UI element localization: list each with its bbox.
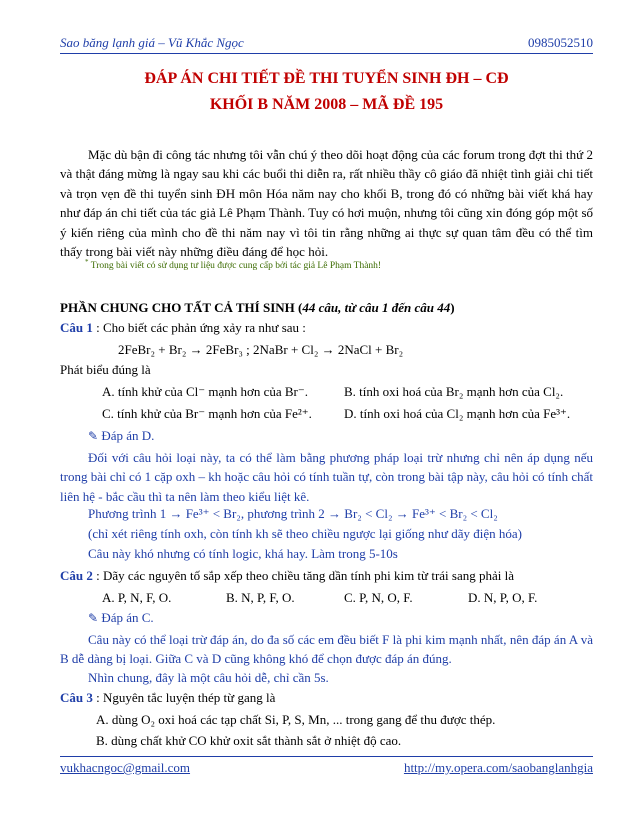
explanation-1-time: Câu này khó nhưng có tính logic, khá hay. Làm trong 5-10s (88, 546, 398, 561)
explanation-1: Đối với câu hỏi loại này, ta có thể làm bằng phương pháp loại trừ nhưng chỉ nên áp dụng nếu trong bài chỉ có 1 cặp oxh – kh hoặc câu hỏi có tính tuần tự, còn trong bài tập này, câu hỏi có tính chất liên hệ - bắc cầu thì ta nên làm theo kiểu liệt kê. (60, 450, 593, 504)
footnote-text: Trong bài viết có sử dụng tư liệu được cung cấp bởi tác giả Lê Phạm Thành! (90, 261, 382, 271)
question-1-label: Câu 1 (60, 320, 93, 335)
option-1c: C. tính khử của Br⁻ mạnh hơn của Fe²⁺. (102, 406, 312, 421)
question-1 (60, 320, 306, 336)
option-1d: D. tính oxi hoá của Cl₂ mạnh hơn của Fe³⁺. (344, 406, 571, 421)
option-3b: B. dùng chất khử CO khử oxit sắt thành sắt ở nhiệt độ cao. (96, 733, 402, 748)
question-2-text: : Dãy các nguyên tố sắp xếp theo chiều tăng dần tính phi kim từ trái sang phải là (96, 568, 515, 583)
option-3a: A. dùng O₂ oxi hoá các tạp chất Si, P, S, Mn, ... trong gang để thu được thép. (96, 712, 496, 727)
question-1-text: : Cho biết các phản ứng xảy ra như sau : (96, 320, 306, 335)
explanation-2-note: Nhìn chung, đây là một câu hỏi dễ, chỉ cần 5s. (88, 670, 329, 685)
section-heading: PHẦN CHUNG CHO TẤT CẢ THÍ SINH (44 câu, từ câu 1 đến câu 44) (60, 300, 455, 315)
footnote-mark: * (85, 258, 89, 266)
question-3-text: : Nguyên tắc luyện thép từ gang là (96, 690, 276, 705)
question-2 (60, 568, 514, 584)
pencil-icon: ✎ (88, 429, 99, 443)
title-line-1: ĐÁP ÁN CHI TIẾT ĐỀ THI TUYỂN SINH ĐH – CĐ (144, 70, 509, 87)
question-1-prompt: Phát biểu đúng là (60, 362, 151, 377)
question-2-label: Câu 2 (60, 568, 93, 583)
pencil-icon: ✎ (88, 611, 99, 625)
footer-url-link[interactable]: http://my.opera.com/saobanglanhgia (403, 760, 593, 775)
intro-paragraph: Mặc dù bận đi công tác nhưng tôi vẫn chú ý theo dõi hoạt động của các forum trong đợt thi thứ 2 và thật đáng mừng là ngay sau khi các buổi thi diễn ra, rất nhiều thầy cô giáo đã nhiệt tình giải chi tiết và trọn vẹn đề thi tuyển sinh ĐH môn Hóa năm nay cho khối B, trong đó có những bài viết khá hay như đáp án chi tiết của tác giả Lê Phạm Thành. Tuy có hơi muộn, nhưng tôi cũng xin đóng góp một số ý kiến riêng của mình cho đề thi năm nay vì tôi tin rằng những ai thực sự quan tâm đều có thể tìm thấy trong bài viết này những điều đáng để học hỏi. (60, 147, 593, 260)
option-1a: A. tính khử của Cl⁻ mạnh hơn của Br⁻. (102, 384, 309, 399)
explanation-1-equation: Phương trình 1 → Fe³⁺ < Br₂, phương trình 2 → Br₂ < Cl₂ → Fe³⁺ < Br₂ < Cl₂ (88, 506, 498, 521)
page-footer (60, 756, 593, 777)
answer-2 (88, 610, 154, 626)
option-2a: A. P, N, F, O. (102, 590, 172, 605)
question-1-equation: 2FeBr₂ + Br₂ → 2FeBr₃ ; 2NaBr + Cl₂ → 2NaCl + Br₂ (118, 342, 404, 357)
header-phone: 0985052510 (528, 35, 593, 50)
answer-1 (88, 428, 154, 444)
footnote (85, 258, 381, 271)
option-1b: B. tính oxi hoá của Br₂ mạnh hơn của Cl₂. (344, 384, 564, 399)
explanation-1-note: (chỉ xét riêng tính oxh, còn tính kh sẽ theo chiều ngược lại giống như dãy điện hóa) (88, 526, 522, 541)
option-2b: B. N, P, F, O. (226, 590, 295, 605)
question-3 (60, 690, 275, 706)
answer-2-text: Đáp án C. (101, 610, 154, 625)
header-author: Sao băng lạnh giá – Vũ Khắc Ngọc (60, 35, 244, 50)
answer-1-text: Đáp án D. (101, 428, 155, 443)
footer-email-link[interactable]: vukhacngoc@gmail.com (60, 760, 191, 775)
option-2d: D. N, P, O, F. (468, 590, 538, 605)
title-line-2: KHỐI B NĂM 2008 – MÃ ĐỀ 195 (209, 96, 444, 113)
question-3-label: Câu 3 (60, 690, 93, 705)
page-header (60, 35, 593, 54)
option-2c: C. P, N, O, F. (344, 590, 413, 605)
explanation-2: Câu này có thể loại trừ đáp án, do đa số các em đều biết F là phi kim mạnh nhất, nên đáp án A và B dễ dàng bị loại. Giữa C và D cũng không khó để chọn được đáp án đúng. (60, 632, 593, 667)
